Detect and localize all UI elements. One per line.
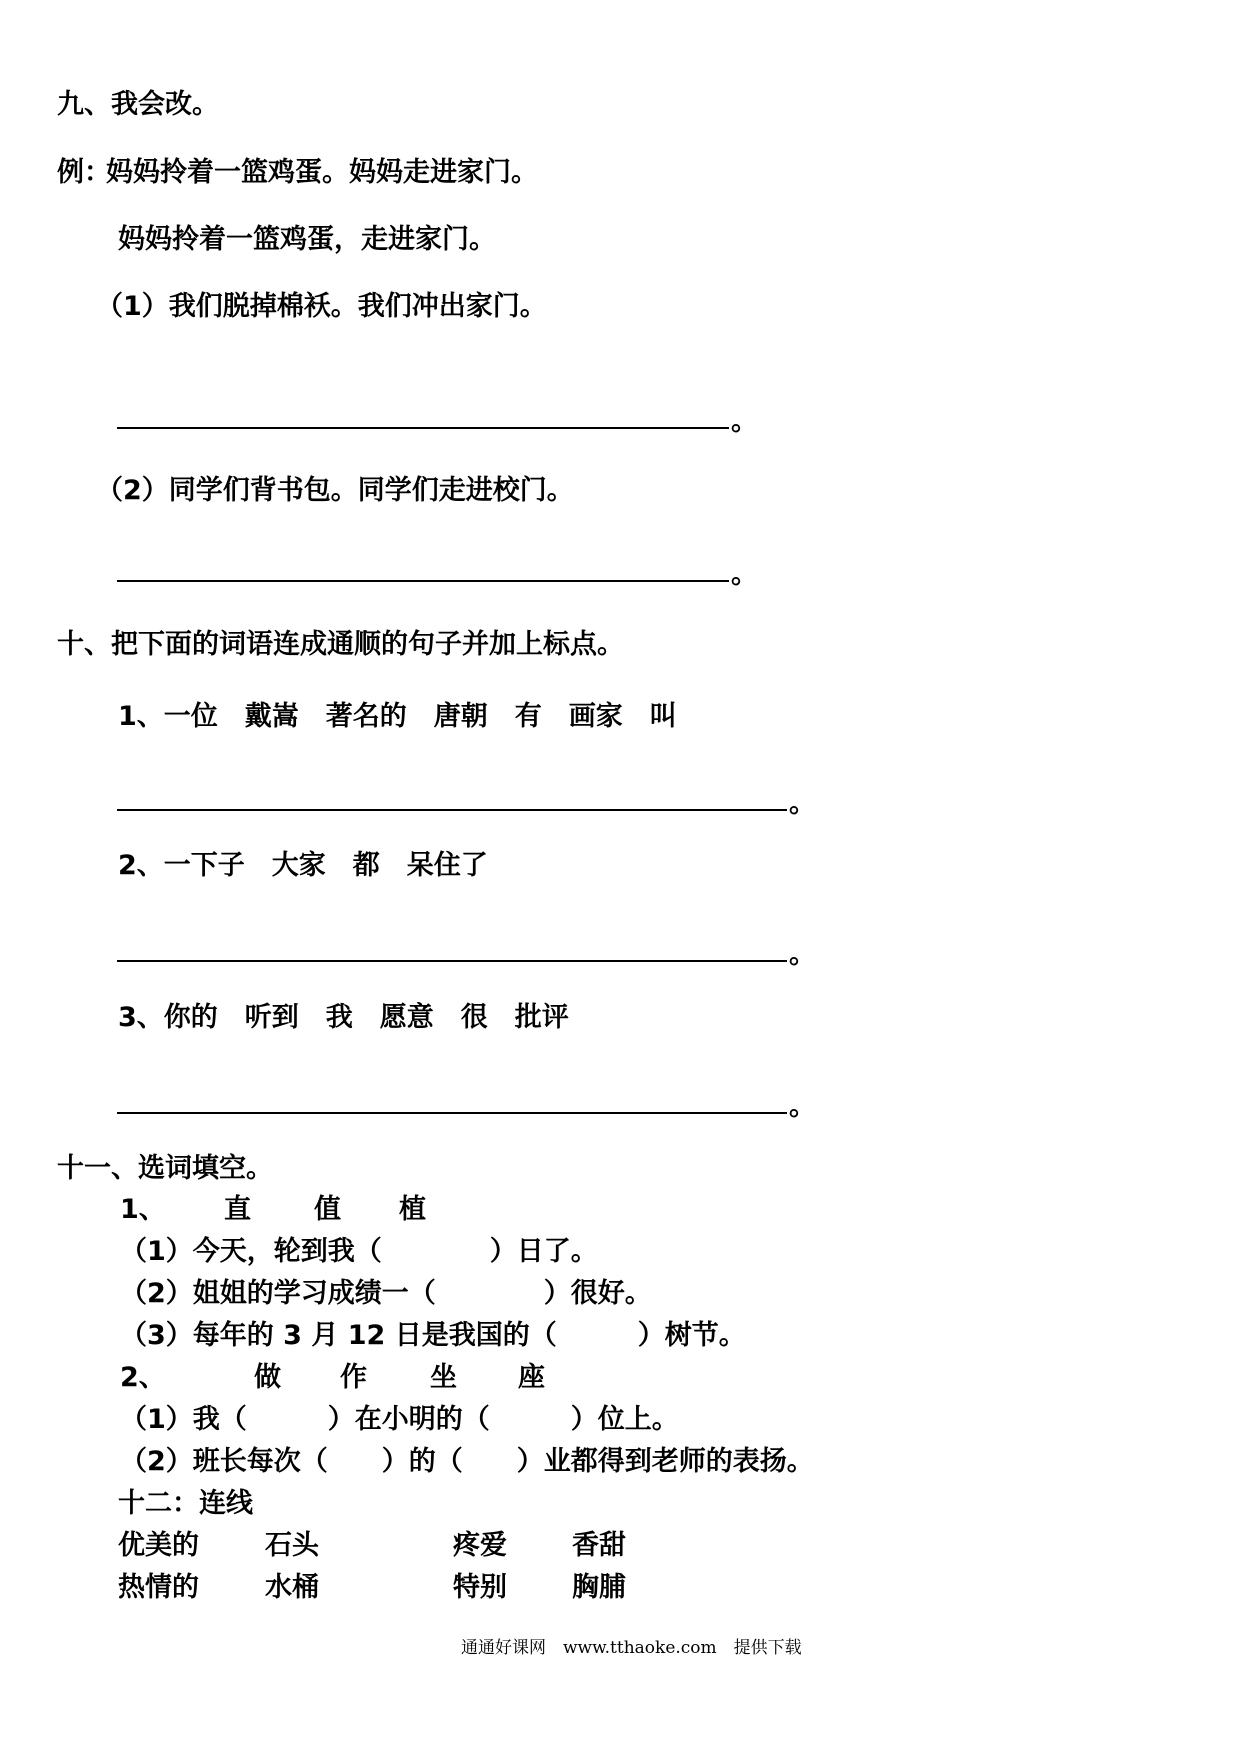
- match-word[interactable]: 石头: [265, 1530, 319, 1561]
- word-option: 作: [340, 1362, 367, 1393]
- match-word[interactable]: 胸脯: [572, 1572, 626, 1603]
- answer-period: 。: [789, 788, 816, 819]
- answer-line-9-2[interactable]: [117, 580, 729, 582]
- section12-heading: 十二：连线: [118, 1488, 253, 1519]
- section9-question-2: （2）同学们背书包。同学们走进校门。: [96, 475, 574, 506]
- fill-item: （2）班长每次（ ）的（ ）业都得到老师的表扬。: [120, 1446, 814, 1477]
- word-option: 座: [518, 1362, 545, 1393]
- footer-watermark: 通通好课网 www.tthaoke.com 提供下载: [461, 1638, 802, 1658]
- example-label: 例：: [57, 157, 111, 188]
- word-option: 值: [314, 1194, 341, 1225]
- word-option: 坐: [430, 1362, 457, 1393]
- section10-heading: 十、把下面的词语连成通顺的句子并加上标点。: [57, 629, 624, 660]
- fill-item: （1）今天，轮到我（ ）日了。: [120, 1236, 598, 1267]
- match-word[interactable]: 香甜: [572, 1530, 626, 1561]
- match-word[interactable]: 水桶: [265, 1572, 319, 1603]
- word-option: 植: [399, 1194, 426, 1225]
- match-word[interactable]: 优美的: [118, 1530, 199, 1561]
- example-answer: 妈妈拎着一篮鸡蛋，走进家门。: [118, 224, 496, 255]
- answer-period: 。: [731, 559, 758, 590]
- group1-label: 1、: [120, 1194, 166, 1225]
- answer-period: 。: [789, 939, 816, 970]
- section11-heading: 十一、选词填空。: [57, 1153, 273, 1184]
- word-option: 做: [254, 1362, 281, 1393]
- section9-question-1: （1）我们脱掉棉袄。我们冲出家门。: [96, 291, 547, 322]
- answer-line-9-1[interactable]: [117, 427, 729, 429]
- section10-question-2: 2、一下子 大家 都 呆住了: [118, 850, 488, 881]
- section9-heading: 九、我会改。: [57, 89, 219, 120]
- match-word[interactable]: 特别: [453, 1572, 507, 1603]
- fill-item: （2）姐姐的学习成绩一（ ）很好。: [120, 1278, 652, 1309]
- answer-period: 。: [789, 1091, 816, 1122]
- answer-period: 。: [731, 406, 758, 437]
- section10-question-3: 3、你的 听到 我 愿意 很 批评: [118, 1002, 569, 1033]
- fill-item: （3）每年的 3 月 12 日是我国的（ ）树节。: [120, 1320, 746, 1351]
- section10-question-1: 1、一位 戴嵩 著名的 唐朝 有 画家 叫: [118, 701, 677, 732]
- example-given: 妈妈拎着一篮鸡蛋。妈妈走进家门。: [106, 157, 538, 188]
- answer-line-10-2[interactable]: [117, 960, 787, 962]
- answer-line-10-3[interactable]: [117, 1112, 787, 1114]
- answer-line-10-1[interactable]: [117, 809, 787, 811]
- fill-item: （1）我（ ）在小明的（ ）位上。: [120, 1404, 679, 1435]
- group2-label: 2、: [120, 1362, 166, 1393]
- match-word[interactable]: 疼爱: [453, 1530, 507, 1561]
- match-word[interactable]: 热情的: [118, 1572, 199, 1603]
- word-option: 直: [224, 1194, 251, 1225]
